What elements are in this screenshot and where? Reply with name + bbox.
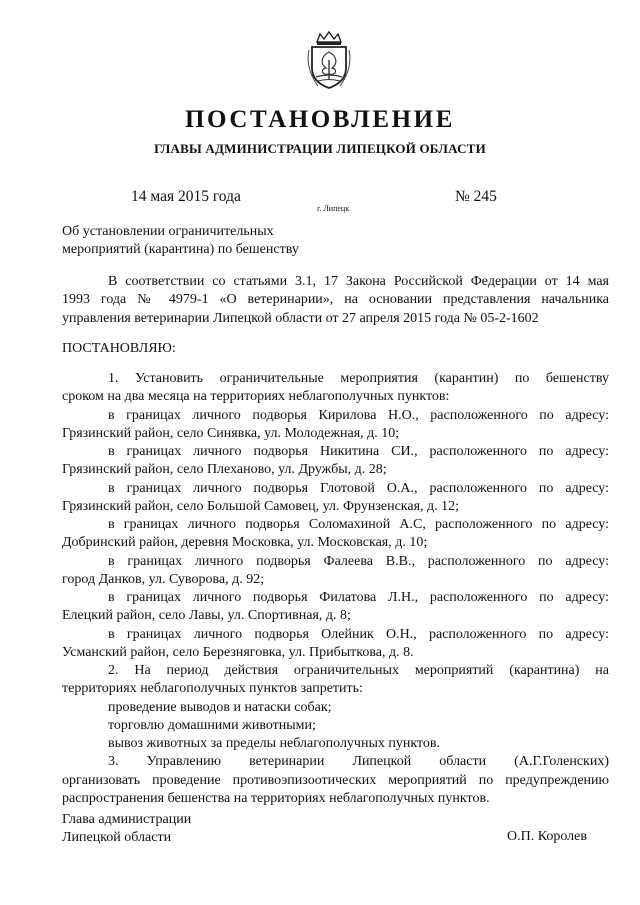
preamble-line: В соответствии со статьями 3.1, 17 Закона Российской Федерации от 14 мая	[108, 274, 609, 289]
decree-item-line: в границах личного подворья Глотовой О.А., расположенного по адресу:	[108, 480, 609, 496]
decree-item-line: территориях неблагополучных пунктов запретить:	[62, 681, 363, 697]
document-date: 14 мая 2015 года	[131, 188, 241, 205]
decree-item-line: в границах личного подворья Соломахиной А.С, расположенного по адресу:	[108, 517, 609, 532]
decree-item-line: Усманский район, село Березняговка, ул. Прибыткова, д. 8.	[62, 644, 414, 660]
preamble-line: управления ветеринарии Липецкой области от 27 апреля 2015 года № 05-2-1602	[62, 310, 539, 326]
decree-item-line: сроком на два месяца на территориях неблагополучных пунктов:	[62, 389, 450, 405]
decree-item-line: Грязинский район, село Большой Самовец, ул. Фрунзенская, д. 12;	[62, 498, 460, 514]
decree-item-line: Елецкий район, село Лавы, ул. Спортивная, д. 8;	[62, 608, 351, 624]
decree-item-line: проведение выводов и натаски собак;	[108, 699, 332, 715]
document-body	[62, 273, 609, 808]
signature-position-line: Глава администрации	[62, 812, 192, 827]
decree-item-line: Грязинский район, село Плеханово, ул. Дружбы, д. 28;	[62, 462, 387, 478]
decree-word: ПОСТАНОВЛЯЮ:	[62, 340, 176, 356]
preamble-line: 1993 года № 4979-1 «О ветеринарии», на основании представления начальника	[62, 292, 609, 308]
decree-item-line: в границах личного подворья Олейник О.Н., расположенного по адресу:	[108, 626, 609, 642]
decree-item-line: в границах личного подворья Фалеева В.В., расположенного по адресу:	[108, 553, 609, 569]
document-subtitle: ГЛАВЫ АДМИНИСТРАЦИИ ЛИПЕЦКОЙ ОБЛАСТИ	[154, 141, 486, 156]
decree-item-line: распространения бешенства на территориях неблагополучных пунктов.	[62, 790, 490, 806]
decree-item-line: в границах личного подворья Кирилова Н.О., расположенного по адресу:	[108, 407, 609, 423]
decree-item-line: Добринский район, деревня Московка, ул. Московская, д. 10;	[62, 535, 428, 551]
decree-item-line: 1. Установить ограничительные мероприятия (карантин) по бешенству	[108, 371, 609, 386]
decree-item-line: 3. Управлению ветеринарии Липецкой области (А.Г.Голенских)	[108, 754, 609, 770]
decree-item-line: вывоз животных за пределы неблагополучных пунктов.	[108, 736, 441, 751]
signature-position-line: Липецкой области	[62, 830, 172, 845]
coat-of-arms-icon	[304, 30, 354, 90]
signature-name: О.П. Королев	[507, 829, 587, 844]
document-subject	[62, 223, 299, 259]
decree-item-line: 2. На период действия ограничительных мероприятий (карантина) на	[108, 663, 609, 678]
decree-item-line: город Данков, ул. Суворова, д. 92;	[62, 571, 265, 587]
document-number: № 245	[455, 188, 497, 205]
document-city: г. Липецк	[317, 204, 350, 213]
decree-item-line: организовать проведение противоэпизоотических мероприятий по предупреждению	[62, 772, 609, 788]
decree-item-line: Грязинский район, село Синявка, ул. Молодежная, д. 10;	[62, 425, 400, 441]
decree-item-line: в границах личного подворья Никитина СИ., расположенного по адресу:	[108, 444, 609, 459]
subject-line: Об установлении ограничительных	[62, 224, 274, 239]
decree-items	[62, 370, 609, 808]
subject-line: мероприятий (карантина) по бешенству	[62, 242, 299, 257]
decree-item-line: в границах личного подворья Филатова Л.Н., расположенного по адресу:	[108, 590, 609, 605]
signature-position	[62, 811, 191, 847]
decree-item-line: торговлю домашними животными;	[108, 717, 316, 733]
document-title: ПОСТАНОВЛЕНИЕ	[184, 106, 456, 133]
